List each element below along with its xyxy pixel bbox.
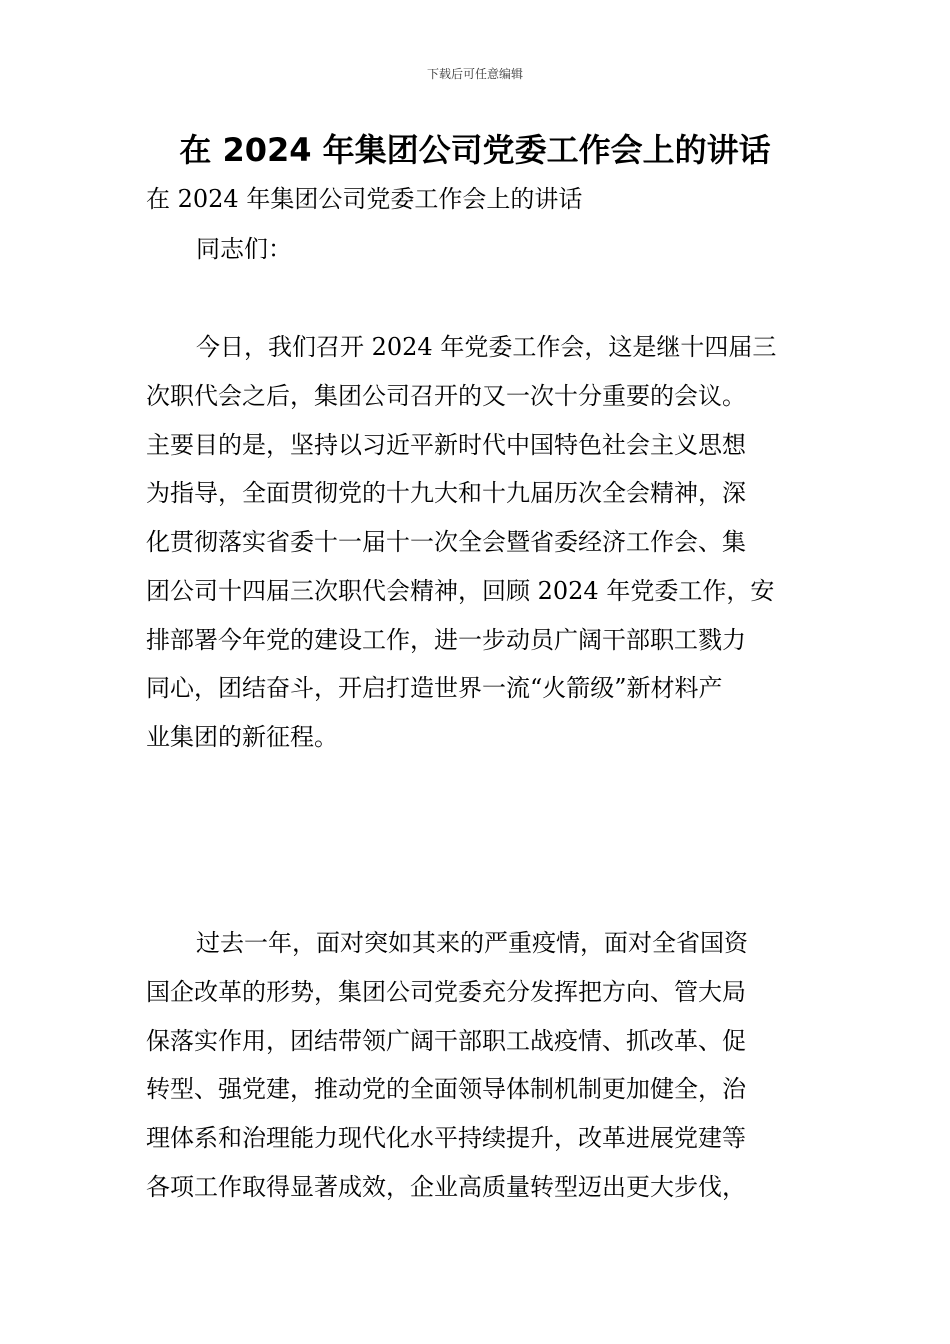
paragraph-line: 团公司十四届三次职代会精神，回顾 2024 年党委工作，安 bbox=[146, 576, 775, 605]
paragraph-line: 保落实作用，团结带领广阔干部职工战疫情、抓改革、促 bbox=[146, 1026, 746, 1055]
paragraph-line: 转型、强党建，推动党的全面领导体制机制更加健全，治 bbox=[146, 1075, 746, 1104]
header-note: 下载后可任意编辑 bbox=[426, 67, 523, 81]
paragraph-opening bbox=[146, 330, 816, 769]
salutation: 同志们： bbox=[196, 235, 292, 263]
paragraph-line: 排部署今年党的建设工作，进一步动员广阔干部职工戮力 bbox=[146, 625, 746, 654]
paragraph-line: 各项工作取得显著成效，企业高质量转型迈出更大步伐， bbox=[146, 1172, 746, 1201]
document-title: 在 2024 年集团公司党委工作会上的讲话 bbox=[179, 131, 771, 169]
paragraph-line: 今日，我们召开 2024 年党委工作会，这是继十四届三 bbox=[196, 333, 777, 361]
paragraph-line: 业集团的新征程。 bbox=[146, 723, 338, 751]
paragraph-review bbox=[146, 926, 816, 1219]
paragraph-line: 国企改革的形势，集团公司党委充分发挥把方向、管大局 bbox=[146, 977, 746, 1006]
paragraph-line: 次职代会之后，集团公司召开的又一次十分重要的会议。 bbox=[146, 381, 746, 410]
document-subtitle: 在 2024 年集团公司党委工作会上的讲话 bbox=[146, 185, 583, 213]
paragraph-line: 过去一年，面对突如其来的严重疫情，面对全省国资 bbox=[196, 929, 748, 957]
paragraph-line: 同心，团结奋斗，开启打造世界一流“火箭级”新材料产 bbox=[146, 674, 723, 703]
paragraph-line: 主要目的是，坚持以习近平新时代中国特色社会主义思想 bbox=[146, 430, 746, 459]
paragraph-line: 化贯彻落实省委十一届十一次全会暨省委经济工作会、集 bbox=[146, 528, 746, 556]
paragraph-line: 理体系和治理能力现代化水平持续提升，改革进展党建等 bbox=[146, 1124, 746, 1152]
paragraph-line: 为指导，全面贯彻党的十九大和十九届历次全会精神，深 bbox=[146, 479, 746, 508]
